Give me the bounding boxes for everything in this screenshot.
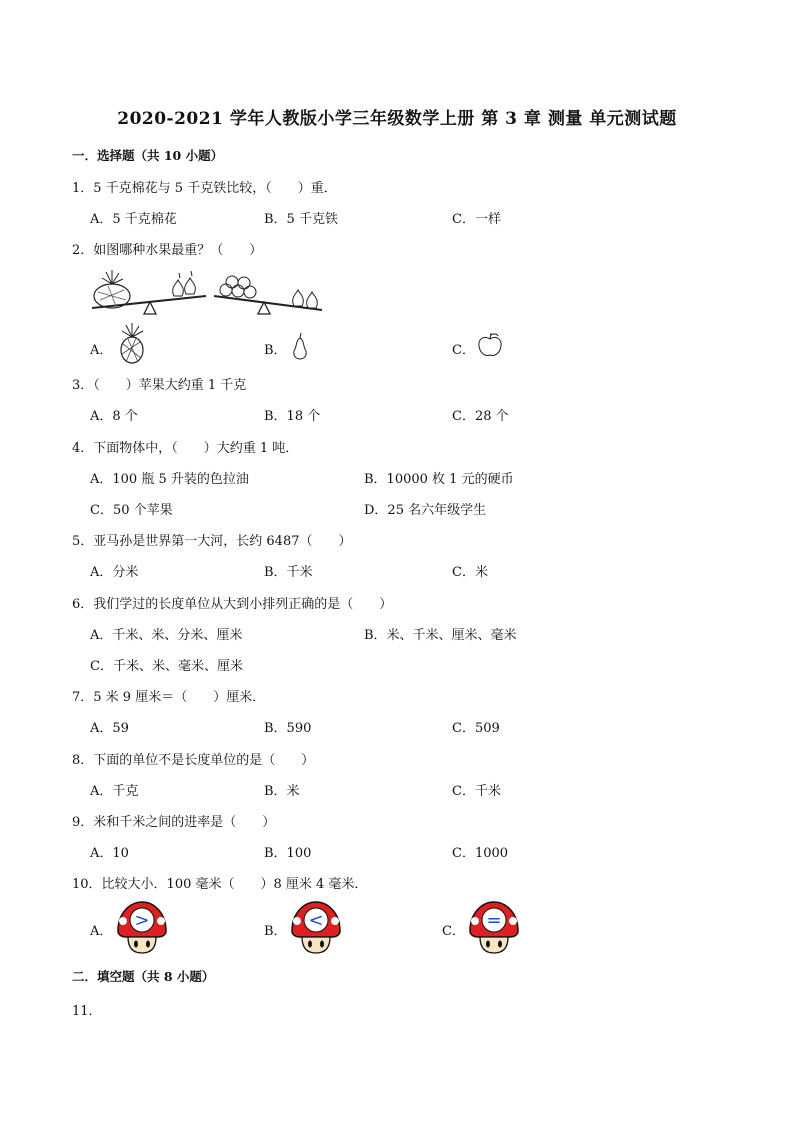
pear-image xyxy=(290,332,310,360)
q5-option-b: B．千米 xyxy=(264,565,313,580)
q6-option-c: C．千米、米、毫米、厘米 xyxy=(90,659,243,674)
mushroom-equal-image xyxy=(466,899,522,955)
section-title-fill-blank: 二．填空题（共 8 小题） xyxy=(72,969,215,984)
q1-option-a: A．5 千克棉花 xyxy=(90,212,177,227)
section-title-choice: 一．选择题（共 10 小题） xyxy=(72,148,224,163)
q2-option-c-label: C． xyxy=(452,343,475,358)
apple-image xyxy=(476,332,504,358)
page-title: 2020-2021 学年人教版小学三年级数学上册 第 3 章 测量 单元测试题 xyxy=(117,109,677,129)
question-2: 2．如图哪种水果最重？（ ） xyxy=(72,243,263,258)
q6-option-b: B．米、千米、厘米、毫米 xyxy=(364,628,517,643)
question-11: 11． xyxy=(72,1004,102,1019)
q7-option-b: B．590 xyxy=(264,721,312,736)
q9-option-a: A．10 xyxy=(90,846,129,861)
q3-option-a: A．8 个 xyxy=(90,409,138,424)
balance-scales-image xyxy=(86,266,326,322)
q2-option-b xyxy=(264,339,287,358)
q8-option-a: A．千克 xyxy=(90,784,139,799)
q8-option-b: B．米 xyxy=(264,784,300,799)
q6-option-a: A．千米、米、分米、厘米 xyxy=(90,628,243,643)
q3-option-c: C．28 个 xyxy=(452,409,509,424)
question-9: 9．米和千米之间的进率是（ ） xyxy=(72,815,276,830)
q4-option-a: A．100 瓶 5 升装的色拉油 xyxy=(90,472,249,487)
q9-option-c: C．1000 xyxy=(452,846,509,861)
q9-option-b: B．100 xyxy=(264,846,312,861)
question-7: 7．5 米 9 厘米＝（ ）厘米． xyxy=(72,690,266,705)
q4-option-c: C．50 个苹果 xyxy=(90,503,173,518)
q5-option-a: A．分米 xyxy=(90,565,139,580)
question-3: 3．（ ）苹果大约重 1 千克 xyxy=(72,378,247,393)
question-8: 8．下面的单位不是长度单位的是（ ） xyxy=(72,753,315,768)
less-symbol: < xyxy=(308,910,324,931)
q2-option-a xyxy=(90,339,112,358)
q10-option-a: A． xyxy=(90,924,113,939)
q7-option-a: A．59 xyxy=(90,721,129,736)
q2-option-b-label: B． xyxy=(264,343,287,358)
q10-option-c: C． xyxy=(442,924,465,939)
question-10: 10．比较大小．100 毫米（ ）8 厘米 4 毫米． xyxy=(72,877,368,892)
question-5: 5．亚马孙是世界第一大河，长约 6487（ ） xyxy=(72,534,352,549)
q10-option-b: B． xyxy=(264,924,287,939)
equal-symbol: = xyxy=(486,910,502,931)
q1-option-c: C．一样 xyxy=(452,212,501,227)
greater-symbol: > xyxy=(134,910,150,931)
q4-option-b: B．10000 枚 1 元的硬币 xyxy=(364,472,514,487)
q4-option-d: D．25 名六年级学生 xyxy=(364,503,487,518)
question-6: 6．我们学过的长度单位从大到小排列正确的是（ ） xyxy=(72,597,393,612)
question-1: 1．5 千克棉花与 5 千克铁比较，（ ）重． xyxy=(72,181,337,196)
q1-option-b: B．5 千克铁 xyxy=(264,212,338,227)
q8-option-c: C．千米 xyxy=(452,784,501,799)
q7-option-c: C．509 xyxy=(452,721,500,736)
q3-option-b: B．18 个 xyxy=(264,409,321,424)
question-4: 4．下面物体中，（ ）大约重 1 吨． xyxy=(72,441,299,456)
mushroom-greater-image xyxy=(114,899,170,955)
q2-option-c xyxy=(452,339,475,358)
q5-option-c: C．米 xyxy=(452,565,488,580)
q2-option-a-label: A． xyxy=(90,343,113,358)
mushroom-less-image xyxy=(288,899,344,955)
pineapple-image xyxy=(116,322,148,364)
